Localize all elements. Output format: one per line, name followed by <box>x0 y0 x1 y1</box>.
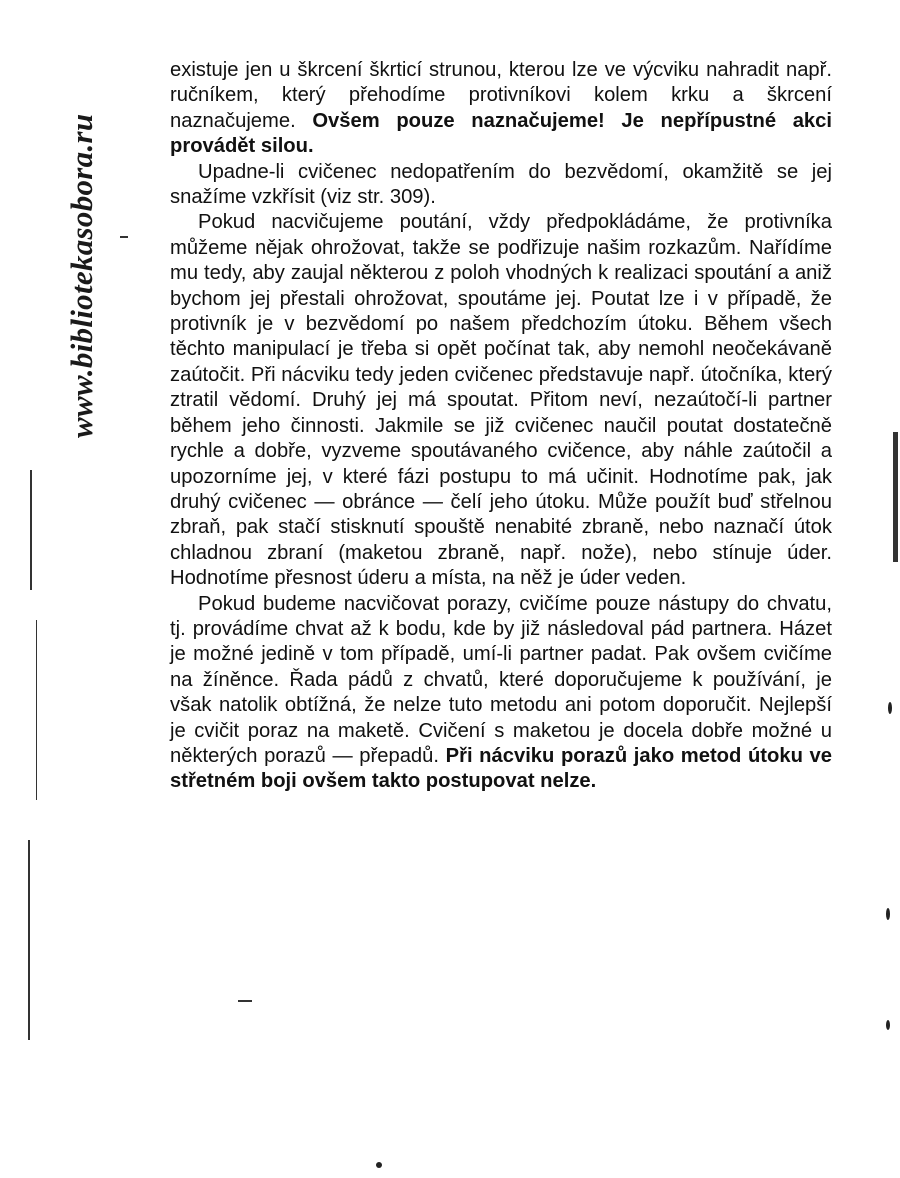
paragraph: Upadne-li cvičenec nedopatřením do bezvědomí, okamžitě se jej snažíme vzkřísit (viz str. 309). <box>170 160 832 209</box>
watermark <box>28 18 99 438</box>
scan-artifact-line <box>30 470 32 590</box>
scan-speck <box>376 1162 382 1168</box>
scan-artifact-line <box>28 840 30 1040</box>
paragraph: Pokud nacvičujeme poutání, vždy předpokládáme, že protivníka můžeme nějak ohrožovat, takže se podřizuje našim rozkazům. Nařídíme mu tedy, aby zaujal některou z poloh vhodných k realizaci spoutání a aniž bychom jej přestali ohrožovat, spoutáme jej. Poutat lze i v případě, že protivník je v bezvědomí po našem předchozím útoku. Během všech těchto manipulací je třeba si opět počínat tak, aby nemohl neočekávaně zaútočit. Při nácviku tedy jeden cvičenec představuje např. útočníka, který ztratil vědomí. Druhý jej má spoutat. Přitom neví, nezaútočí-li partner během jeho činnosti. Jakmile se již cvičenec naučil poutat dostatečně rychle a dobře, vyzveme spoutávaného cvičence, aby náhle zaútočil a upozorníme jej, v které fázi postupu to má učinit. Hodnotíme pak, jak druhý cvičenec — obránce — čelí jeho útoku. Může použít buď střelnou zbraň, pak stačí stisknutí spouště nenabité zbraně, nebo naznačí útok chladnou zbraní (maketou zbraně, např. nože), nebo stínuje úder. Hodnotíme přesnost úderu a místa, na něž je úder veden. <box>170 211 832 590</box>
emphasis-text: Ovšem pouze naznačujeme! Je nepřípustné akci provádět silou. <box>170 109 832 158</box>
scan-artifact-edge <box>893 432 898 562</box>
scan-speck <box>888 702 892 714</box>
scan-artifact-line <box>36 620 37 800</box>
scan-speck <box>886 908 890 920</box>
paragraph-text: Pokud budeme nacvičovat porazy, cvičíme pouze nástupy do chvatu, tj. provádíme chvat až k bodu, kde by již následoval pád partnera. Házet je možné jedině v tom případě, umí-li partner padat. Pak ovšem cvičíme na žíněnce. Řada pádů z chvatů, které doporučujeme k používání, je však natolik obtížná, že nelze tuto metodu ani potom doporučit. Nejlepší je cvičit poraz na maketě. Cvičení s maketou je docela dobře možné u některých porazů — přepadů. <box>170 592 832 767</box>
emphasis-text: Při nácviku porazů jako metod útoku ve střetném boji ovšem takto postupovat nelze. <box>170 744 832 793</box>
scan-dash <box>238 1000 252 1002</box>
scan-speck <box>886 1020 890 1030</box>
body-text <box>170 58 832 795</box>
paragraph <box>170 592 832 795</box>
paragraph-text: existuje jen u škrcení škrticí strunou, kterou lze ve výcviku nahradit např. ručníkem, který přehodíme protivníkovi kolem krku a škrcení naznačujeme. <box>170 59 832 132</box>
paragraph <box>170 58 832 160</box>
scan-dash <box>120 236 128 238</box>
watermark-text: www.bibliotekasobora.ru <box>64 113 99 438</box>
